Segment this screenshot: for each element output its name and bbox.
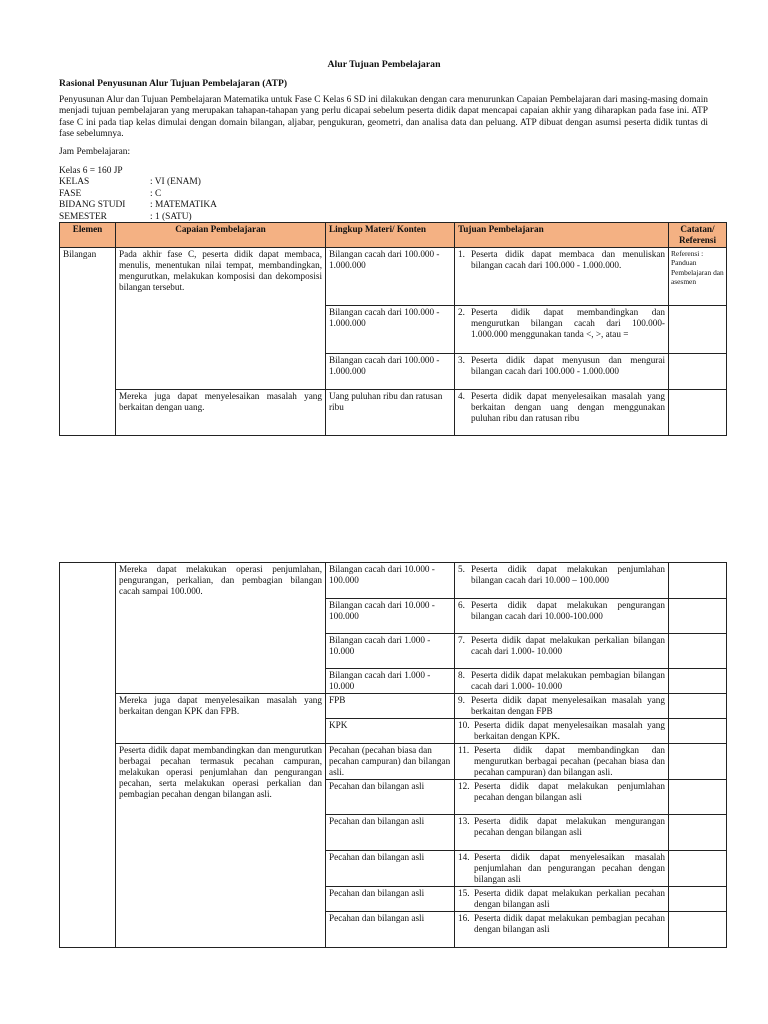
tp-text: Peserta didik dapat melakukan perkalian pecahan dengan bilangan asli: [474, 888, 665, 910]
tp-text: Peserta didik dapat menyelesaikan masalah penjumlahan dan pengurangan pecahan dengan bilangan asli: [474, 852, 665, 885]
elemen-cell: [60, 563, 116, 948]
tp-number: 15.: [458, 888, 470, 899]
catatan-cell: [669, 815, 727, 851]
lingkup-cell: Bilangan cacah dari 10.000 - 100.000: [326, 599, 455, 634]
tp-number: 11.: [458, 745, 470, 756]
lingkup-cell: Pecahan dan bilangan asli: [326, 815, 455, 851]
tp-text: Peserta didik dapat melakukan perkalian bilangan cacah dari 1.000- 10.000: [471, 635, 665, 657]
capaian-cell: Peserta didik dapat membandingkan dan mengurutkan berbagai pecahan termasuk pecahan campuran, melakukan operasi penjumlahan dan pengurangan pecahan, serta melakukan operasi perkalian dan pembagian pecahan dengan bilangan asli.: [116, 744, 326, 948]
tp-text: Peserta didik dapat melakukan penjumlahan bilangan cacah dari 10.000 – 100.000: [471, 564, 665, 586]
tp-text: Peserta didik dapat melakukan pembagian pecahan dengan bilangan asli: [474, 913, 665, 935]
tp-text: Peserta didik dapat menyelesaikan masalah yang berkaitan dengan uang dengan menggunakan puluhan ribu dan ratusan ribu: [471, 391, 665, 424]
tp-text: Peserta didik dapat menyusun dan mengurai bilangan cacah dari 100.000 - 1.000.000: [471, 355, 665, 377]
table-row: [60, 390, 727, 436]
tujuan-cell: [455, 780, 669, 815]
section-heading: Rasional Penyusunan Alur Tujuan Pembelajaran (ATP): [59, 78, 288, 89]
tujuan-cell: [455, 851, 669, 887]
info-block: [59, 177, 217, 223]
info-row-kelas: [59, 177, 217, 189]
info-key: BIDANG STUDI: [59, 200, 126, 210]
tp-text: Peserta didik dapat menyelesaikan masalah yang berkaitan dengan KPK.: [474, 720, 665, 742]
tujuan-cell: [455, 694, 669, 719]
tp-text: Peserta didik dapat melakukan mengurangan pecahan dengan bilangan asli: [474, 816, 665, 838]
tujuan-cell: [455, 669, 669, 694]
catatan-cell: Referensi : Panduan Pembelajaran dan asesmen: [669, 248, 727, 306]
tp-number: 5.: [458, 564, 465, 574]
tujuan-cell: [455, 634, 669, 669]
tp-number: 6.: [458, 600, 465, 610]
tp-number: 4.: [458, 391, 465, 402]
capaian-cell: Pada akhir fase C, peserta didik dapat membaca, menulis, menentukan nilai tempat, membandingkan, mengurutkan, melakukan komposisi dan dekomposisi bilangan tersebut.: [116, 248, 326, 390]
tujuan-cell: [455, 815, 669, 851]
catatan-cell: [669, 719, 727, 744]
lingkup-cell: Bilangan cacah dari 1.000 - 10.000: [326, 634, 455, 669]
tp-number: 1.: [458, 249, 465, 260]
catatan-cell: [669, 694, 727, 719]
lingkup-cell: Pecahan dan bilangan asli: [326, 851, 455, 887]
lingkup-cell: Pecahan dan bilangan asli: [326, 887, 455, 912]
tp-number: 8.: [458, 670, 465, 680]
lingkup-cell: Uang puluhan ribu dan ratusan ribu: [326, 390, 455, 436]
tp-number: 7.: [458, 635, 465, 645]
tp-text: Peserta didik dapat melakukan pembagian bilangan cacah dari 1.000- 10.000: [471, 670, 665, 692]
tp-number: 13.: [458, 816, 470, 827]
tp-number: 3.: [458, 355, 465, 366]
kelas-jp-line: Kelas 6 = 160 JP: [59, 166, 123, 176]
header-lingkup: Lingkup Materi/ Konten: [326, 223, 455, 248]
info-key: KELAS: [59, 177, 90, 187]
table-row: [60, 563, 727, 599]
tujuan-cell: [455, 744, 669, 780]
catatan-cell: [669, 780, 727, 815]
tp-number: 16.: [458, 913, 470, 924]
lingkup-cell: KPK: [326, 719, 455, 744]
info-value: : VI (ENAM): [150, 177, 201, 187]
lingkup-cell: Pecahan dan bilangan asli: [326, 780, 455, 815]
capaian-cell: Mereka juga dapat menyelesaikan masalah yang berkaitan dengan KPK dan FPB.: [116, 694, 326, 744]
lingkup-cell: Bilangan cacah dari 100.000 - 1.000.000: [326, 248, 455, 306]
tp-text: Peserta didik dapat membandingkan dan mengurutkan bilangan cacah dari 100.000- 1.000.000 menggunakan tanda <, >, atau =: [471, 307, 665, 340]
table-header-row: [60, 223, 727, 248]
info-row-fase: [59, 189, 217, 201]
tujuan-cell: [455, 599, 669, 634]
tp-text: Peserta didik dapat membaca dan menuliskan bilangan cacah dari 100.000 - 1.000.000.: [471, 249, 665, 271]
lingkup-cell: Pecahan dan bilangan asli: [326, 912, 455, 948]
tp-number: 9.: [458, 695, 465, 706]
lingkup-cell: FPB: [326, 694, 455, 719]
jam-pembelajaran-label: Jam Pembelajaran:: [59, 147, 131, 157]
table-row: [60, 744, 727, 780]
info-key: SEMESTER: [59, 211, 107, 222]
info-value: : 1 (SATU): [150, 211, 192, 222]
tujuan-cell: [455, 390, 669, 436]
tujuan-cell: [455, 563, 669, 599]
table-row: [60, 248, 727, 306]
lingkup-cell: Bilangan cacah dari 100.000 - 1.000.000: [326, 306, 455, 354]
tp-number: 12.: [458, 781, 470, 792]
atp-table-part-2: [59, 562, 727, 948]
capaian-cell: Mereka dapat melakukan operasi penjumlahan, pengurangan, perkalian, dan pembagian bilangan cacah sampai 100.000.: [116, 563, 326, 694]
tujuan-cell: [455, 912, 669, 948]
tp-text: Peserta didik dapat menyelesaikan masalah yang berkaitan dengan FPB: [471, 695, 665, 717]
header-capaian: Capaian Pembelajaran: [116, 223, 326, 248]
catatan-cell: [669, 306, 727, 354]
tp-text: Peserta didik dapat melakukan pengurangan bilangan cacah dari 10.000-100.000: [471, 600, 665, 622]
header-elemen: Elemen: [60, 223, 116, 248]
lingkup-cell: Bilangan cacah dari 10.000 - 100.000: [326, 563, 455, 599]
tujuan-cell: [455, 248, 669, 306]
catatan-cell: [669, 887, 727, 912]
catatan-cell: [669, 390, 727, 436]
header-catatan: Catatan/ Referensi: [669, 223, 727, 248]
rationale-paragraph: Penyusunan Alur dan Tujuan Pembelajaran Matematika untuk Fase C Kelas 6 SD ini dilakukan dengan cara menurunkan Capaian Pembelajaran dari masing-masing domain menjadi tujuan pembelajaran yang merupakan tahapan-tahapan yang perlu dicapai sebelum peserta didik dapat mencapai capaian akhir yang diharapkan pada fase ini. ATP fase C ini pada tiap kelas dimulai dengan domain bilangan, aljabar, pengukuran, geometri, dan analisa data dan peluang. ATP dibuat dengan asumsi peserta didik tuntas di fase sebelumnya.: [59, 95, 708, 140]
capaian-cell: Mereka juga dapat menyelesaikan masalah yang berkaitan dengan uang.: [116, 390, 326, 436]
catatan-cell: [669, 851, 727, 887]
catatan-cell: [669, 744, 727, 780]
tp-number: 2.: [458, 307, 465, 318]
elemen-cell: Bilangan: [60, 248, 116, 436]
tujuan-cell: [455, 719, 669, 744]
catatan-cell: [669, 354, 727, 390]
lingkup-cell: Pecahan (pecahan biasa dan pecahan campuran) dan bilangan asli.: [326, 744, 455, 780]
info-value: : C: [150, 188, 162, 199]
tp-text: Peserta didik dapat membandingkan dan mengurutkan berbagai pecahan (pecahan biasa dan pecahan campuran) dan bilangan asli.: [474, 745, 665, 778]
document-title: Alur Tujuan Pembelajaran: [327, 59, 441, 70]
lingkup-cell: Bilangan cacah dari 100.000 - 1.000.000: [326, 354, 455, 390]
tp-number: 10.: [458, 720, 470, 731]
info-row-bidang-studi: [59, 200, 217, 212]
header-tujuan: Tujuan Pembelajaran: [455, 223, 669, 248]
tujuan-cell: [455, 306, 669, 354]
catatan-cell: [669, 669, 727, 694]
table-row: [60, 694, 727, 719]
info-value: : MATEMATIKA: [150, 200, 217, 210]
tp-number: 14.: [458, 852, 470, 863]
lingkup-cell: Bilangan cacah dari 1.000 - 10.000: [326, 669, 455, 694]
catatan-cell: [669, 912, 727, 948]
catatan-cell: [669, 599, 727, 634]
tujuan-cell: [455, 354, 669, 390]
catatan-cell: [669, 563, 727, 599]
info-key: FASE: [59, 188, 82, 199]
atp-table-part-1: [59, 222, 727, 436]
catatan-cell: [669, 634, 727, 669]
tp-text: Peserta didik dapat melakukan penjumlahan pecahan dengan bilangan asli: [474, 781, 665, 803]
tujuan-cell: [455, 887, 669, 912]
